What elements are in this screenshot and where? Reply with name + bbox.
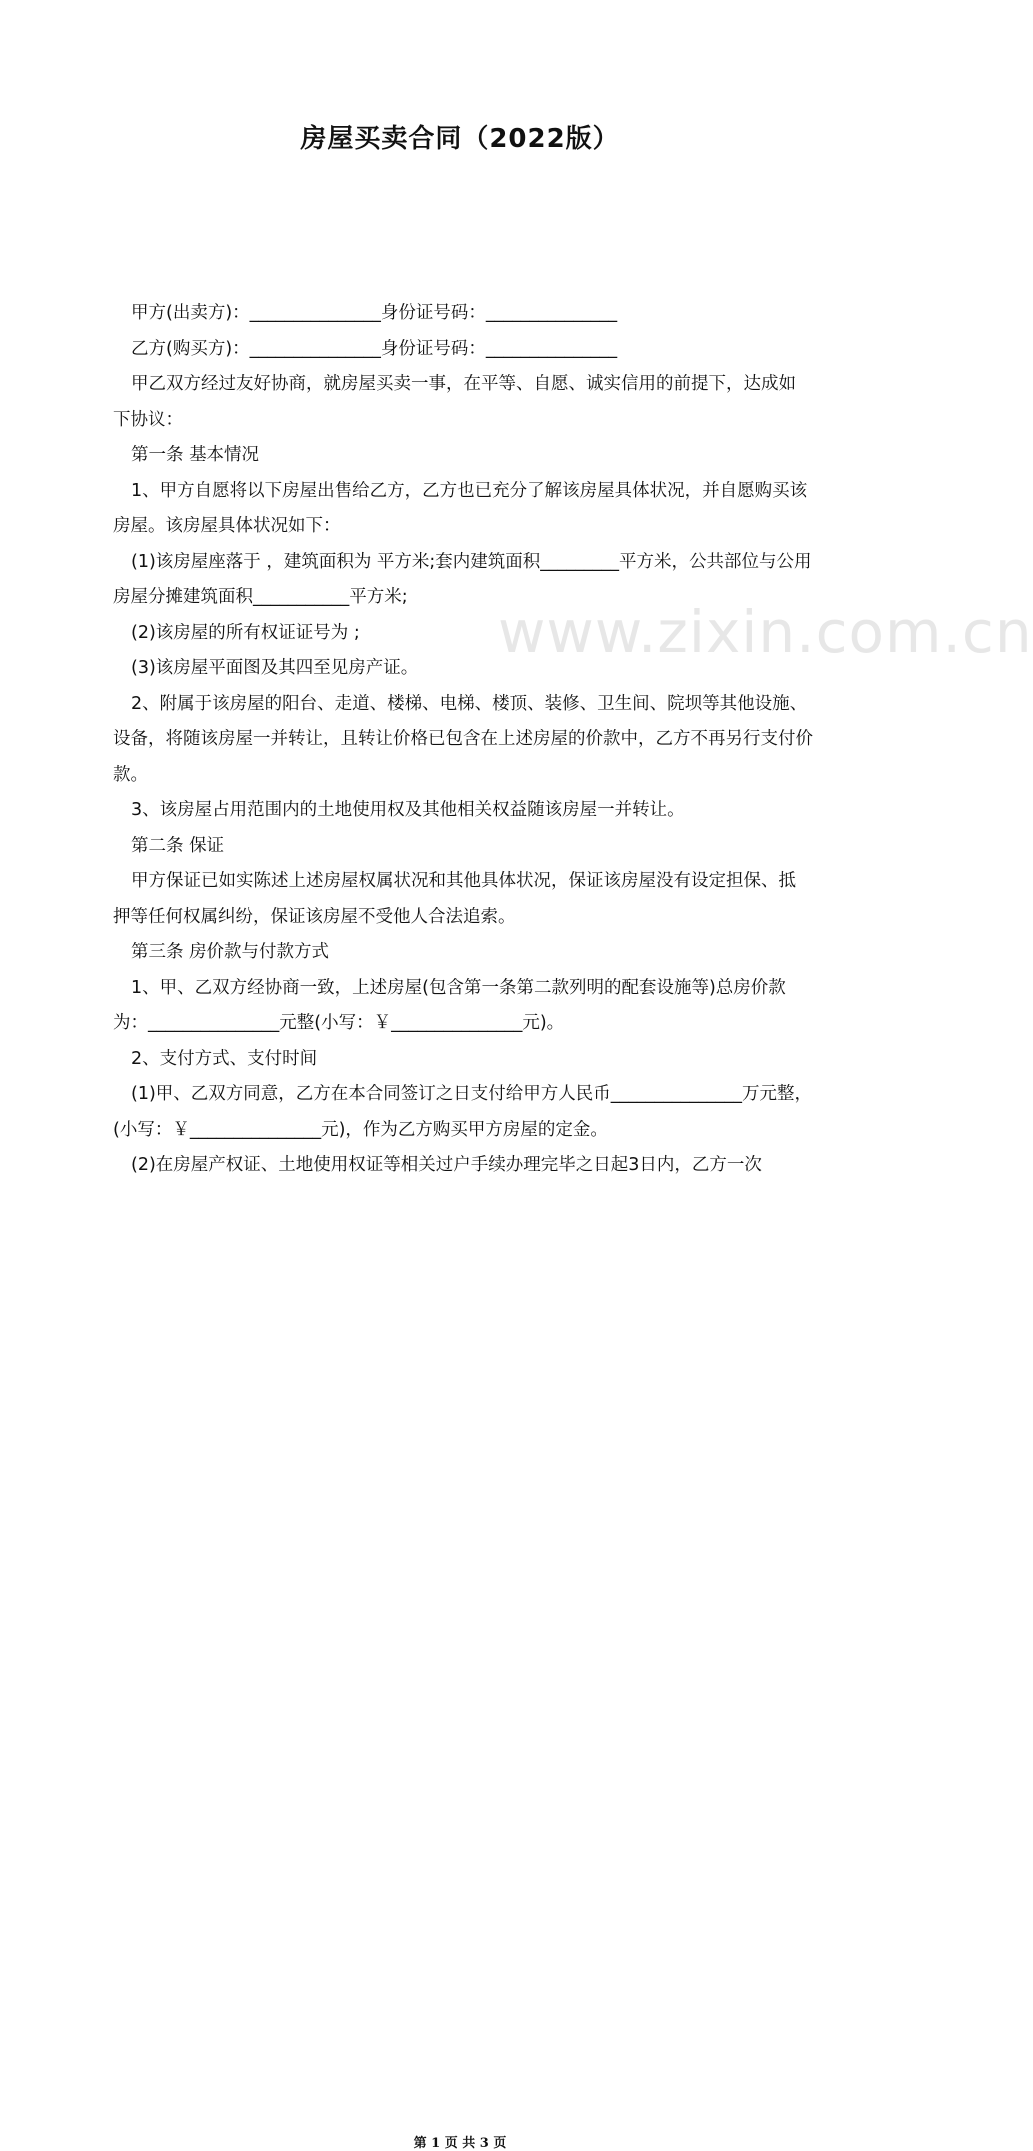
paragraph-party-a: 甲方(出卖方)：_______________身份证号码：_______________ <box>131 303 618 323</box>
paragraph-1-1-c: (3)该房屋平面图及其四至见房产证。 <box>131 658 419 678</box>
paragraph-3-1: 1、甲、乙双方经协商一致，上述房屋(包含第一条第二款列明的配套设施等)总房价款为：_______________元整(小写：￥_______________元)。 <box>113 977 786 1033</box>
page-footer: 第 1 页 共 3 页 <box>413 2135 507 2151</box>
paragraph-1-1-b: (2)该房屋的所有权证证号为 ; <box>131 622 360 643</box>
paragraph-intro: 甲乙双方经过友好协商，就房屋买卖一事，在平等、自愿、诚实信用的前提下，达成如下协议： <box>113 374 796 430</box>
section-heading-2: 第二条 保证 <box>131 835 225 856</box>
paragraph-1-3: 3、该房屋占用范围内的土地使用权及其他相关权益随该房屋一并转让。 <box>131 800 685 820</box>
document-body <box>113 296 813 1184</box>
paragraph-3-2-b: (2)在房屋产权证、土地使用权证等相关过户手续办理完毕之日起3日内，乙方一次 <box>131 1155 762 1175</box>
document-title: 房屋买卖合同（2022版） <box>300 124 620 154</box>
paragraph-3-2-a: (1)甲、乙双方同意，乙方在本合同签订之日支付给甲方人民币_______________万元整，(小写：￥_______________元)，作为乙方购买甲方房屋的定金。 <box>113 1084 813 1140</box>
section-heading-3: 第三条 房价款与付款方式 <box>131 942 330 962</box>
paragraph-2: 甲方保证已如实陈述上述房屋权属状况和其他具体状况，保证该房屋没有设定担保、抵押等任何权属纠纷，保证该房屋不受他人合法追索。 <box>113 871 796 927</box>
paragraph-1-1: 1、甲方自愿将以下房屋出售给乙方，乙方也已充分了解该房屋具体状况，并自愿购买该房屋。该房屋具体状况如下： <box>113 480 808 536</box>
paragraph-1-1-a: (1)该房屋座落于 ，建筑面积为 平方米;套内建筑面积_________平方米，公共部位与公用房屋分摊建筑面积___________平方米; <box>113 551 812 607</box>
section-heading-1: 第一条 基本情况 <box>131 445 260 465</box>
paragraph-1-2: 2、附属于该房屋的阳台、走道、楼梯、电梯、楼顶、装修、卫生间、院坝等其他设施、设备，将随该房屋一并转让，且转让价格已包含在上述房屋的价款中，乙方不再另行支付价款。 <box>113 693 813 785</box>
watermark: www.zixin.com.cn <box>498 598 1033 666</box>
paragraph-party-b: 乙方(购买方)：_______________身份证号码：_______________ <box>131 338 618 359</box>
paragraph-3-2: 2、支付方式、支付时间 <box>131 1048 318 1069</box>
